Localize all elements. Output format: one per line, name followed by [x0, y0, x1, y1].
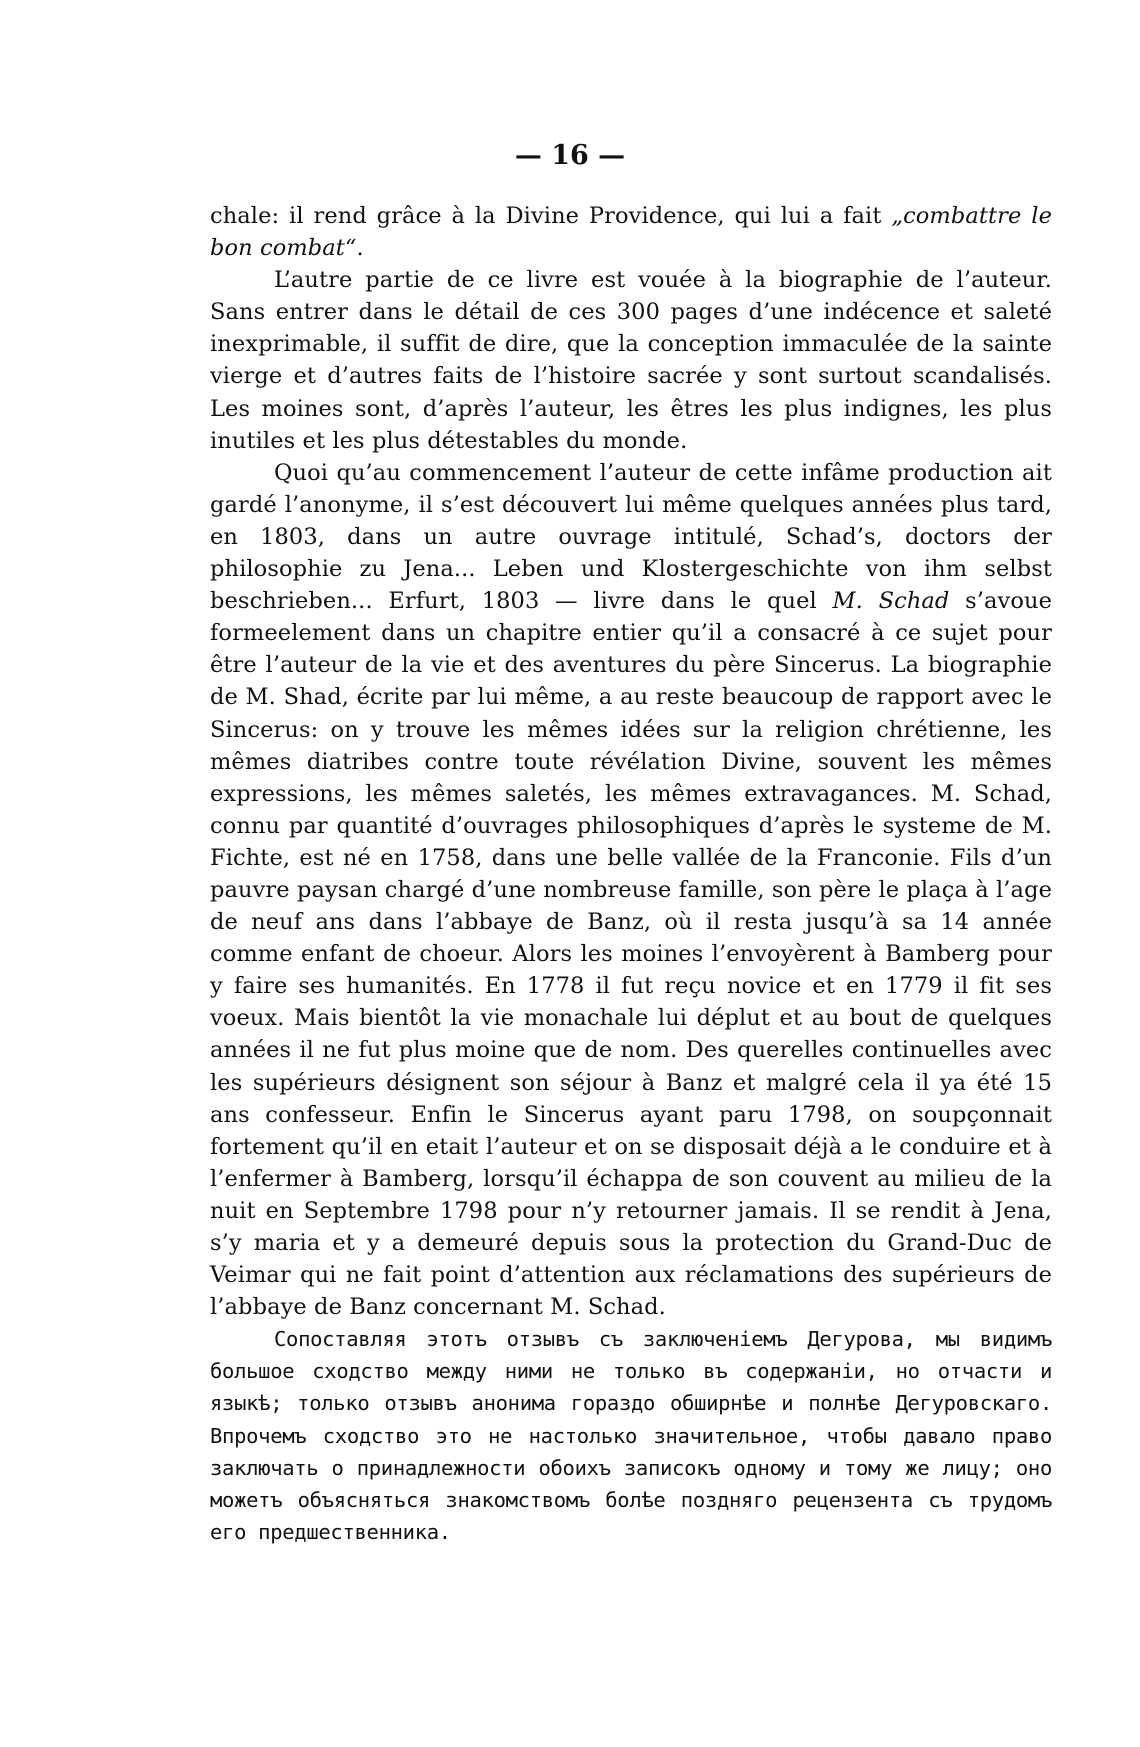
text-segment: Quoi qu’au commencement l’auteur de cette infâme production ait gardé l’anonyme, il s’est découvert lui même quelques années plus tard, en 1803, dans un autre ouvrage intitulé, Schad’s, doctors der philosophie zu Jena... Leben und Klostergeschichte von ihm selbst beschrieben... Erfurt, 1803 — livre dans le quel [210, 459, 1052, 615]
text-segment: . [356, 235, 364, 262]
paragraph-2 [210, 264, 1052, 457]
page-number: — 16 — [514, 140, 626, 171]
text-segment: s’avoue formeelement dans un chapitre entier qu’il a consacré à ce sujet pour être l’auteur de la vie et des aventures du père Sincerus. La biographie de M. Shad, écrite par lui même, a au reste beaucoup de rapport avec le Sincerus: on y trouve les mêmes idées sur la religion chrétienne, les mêmes diatribes contre toute révélation Divine, souvent les mêmes expressions, les mêmes saletés, les mêmes extravagances. M. Schad, connu par quantité d’ouvrages philosophiques d’après le systeme de M. Fichte, est né en 1758, dans une belle vallée de la Franconie. Fils d’un pauvre paysan chargé d’une nombreuse famille, son père le plaça à l’age de neuf ans dans l’abbaye de Banz, où il resta jusqu’à sa 14 année comme enfant de choeur. Alors les moines l’envoyèrent à Bamberg pour y faire ses humanités. En 1778 il fut reçu novice et en 1779 il fit ses voeux. Mais bientôt la vie monachale lui déplut et au bout de quelques années il ne fut plus moine que de nom. Des querelles continuelles avec les supérieurs désignent son séjour à Banz et malgré cela il ya été 15 ans confesseur. Enfin le Sincerus ayant paru 1798, on soupçonnait fortement qu’il en etait l’auteur et on se disposait déjà a le conduire et à l’enfermer à Bamberg, lorsqu’il échappa de son couvent au milieu de la nuit en Septembre 1798 pour n’y retourner jamais. Il se rendit à Jena, s’y maria et y a demeuré depuis sous la protection du Grand-Duc de Veimar qui ne fait point d’attention aux réclamations des supérieurs de l’abbaye de Banz concernant M. Schad. [210, 588, 1052, 1321]
text-segment: L’autre partie de ce livre est vouée à la biographie de l’auteur. Sans entrer dans le détail de ces 300 pages d’une indécence et saleté inexprimable, il suffit de dire, que la conception immaculée de la sainte vierge et d’autres faits de l’histoire sacrée y sont surtout scandalisés. Les moines sont, d’après l’auteur, les êtres les plus indignes, les plus inutiles et les plus détestables du monde. [210, 267, 1052, 454]
body-text [210, 200, 1052, 1548]
italic-name: M. Schad [832, 588, 950, 615]
paragraph-1 [210, 200, 1052, 264]
text-segment: Сопоставляя этотъ отзывъ съ заключенiемъ Дегурова, мы видимъ большое сходство между ними не только въ содержанiи, но отчасти и языкѣ; только отзывъ анонима гораздо обширнѣе и полнѣе Дегуровскаго. Впрочемъ сходство это не настолько значительное, чтобы давало право заключать о принадлежности обоихъ записокъ одному и тому же лицу; оно можетъ объясняться знакомствомъ болѣе поздняго рецензента съ трудомъ его предшественника. [210, 1327, 1052, 1544]
text-segment: chale: il rend grâce à la Divine Providence, qui lui a fait [210, 203, 892, 229]
paragraph-3 [210, 457, 1052, 1324]
paragraph-4 [210, 1323, 1052, 1548]
italic-quote: „combattre le bon combat“ [210, 203, 1052, 262]
